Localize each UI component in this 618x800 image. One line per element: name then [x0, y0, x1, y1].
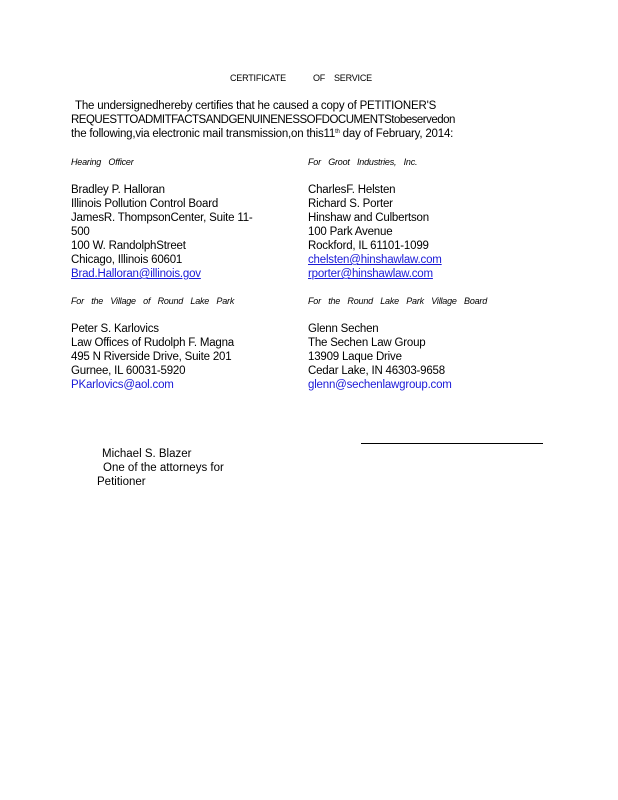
- hearing-officer-heading: Hearing Officer: [71, 157, 134, 167]
- address-line: The Sechen Law Group: [308, 337, 426, 349]
- address-line: Peter S. Karlovics: [71, 323, 159, 335]
- paragraph-line-1: The undersignedhereby certifies that he caused a copy of PETITIONER'S: [75, 100, 437, 112]
- address-line: Richard S. Porter: [308, 198, 393, 210]
- groot-heading: For Groot Industries, Inc.: [308, 157, 418, 167]
- signature-line: [361, 443, 543, 444]
- hearing-officer-block: [71, 155, 286, 281]
- address-line: 100 Park Avenue: [308, 226, 393, 238]
- groot-block: [308, 155, 548, 281]
- paragraph-line-3: [71, 127, 541, 141]
- village-board-heading: For the Round Lake Park Village Board: [308, 296, 488, 306]
- address-line: Glenn Sechen: [308, 323, 379, 335]
- porter-email-link[interactable]: rporter@hinshawlaw.com: [308, 268, 433, 280]
- address-line: Law Offices of Rudolph F. Magna: [71, 337, 234, 349]
- signer-role-line-1: One of the attorneys for: [103, 462, 224, 474]
- ordinal-suffix: th: [335, 129, 340, 135]
- address-line: 495 N Riverside Drive, Suite 201: [71, 351, 232, 363]
- title-word-certificate: CERTIFICATE: [230, 73, 286, 83]
- helsten-email-link[interactable]: chelsten@hinshawlaw.com: [308, 254, 442, 266]
- signer-name: Michael S. Blazer: [102, 448, 192, 460]
- address-line: Bradley P. Halloran: [71, 184, 165, 196]
- sechen-email-link[interactable]: glenn@sechenlawgroup.com: [308, 379, 452, 391]
- address-line: Gurnee, IL 60031-5920: [71, 365, 186, 377]
- address-line: Hinshaw and Culbertson: [308, 212, 429, 224]
- address-line: Illinois Pollution Control Board: [71, 198, 219, 210]
- signer-role-line-2: Petitioner: [97, 476, 146, 488]
- address-line: 13909 Laque Drive: [308, 351, 402, 363]
- paragraph-line-3-start: the following,via electronic mail transmission,on this11: [71, 128, 336, 140]
- address-line: JamesR. ThompsonCenter, Suite 11-: [71, 212, 253, 224]
- title-word-service: SERVICE: [334, 73, 372, 83]
- village-board-block: [308, 294, 548, 392]
- address-line: 100 W. RandolphStreet: [71, 240, 186, 252]
- address-line: Cedar Lake, IN 46303-9658: [308, 365, 445, 377]
- village-heading: For the Village of Round Lake Park: [71, 296, 235, 306]
- karlovics-email-link[interactable]: PKarlovics@aol.com: [71, 379, 174, 391]
- paragraph-line-3-end: day of February, 2014:: [339, 128, 454, 140]
- address-line: CharlesF. Helsten: [308, 184, 396, 196]
- paragraph-line-2: REQUESTTOADMITFACTSANDGENUINENESSOFDOCUMENTStobeservedon: [71, 114, 455, 126]
- address-line: Rockford, IL 61101-1099: [308, 240, 429, 252]
- address-line: Chicago, Illinois 60601: [71, 254, 183, 266]
- address-line: 500: [71, 226, 90, 238]
- title-word-of: OF: [313, 73, 326, 83]
- village-block: [71, 294, 286, 392]
- hearing-officer-email-link[interactable]: Brad.Halloran@illinois.gov: [71, 268, 201, 280]
- certification-paragraph: [71, 99, 541, 141]
